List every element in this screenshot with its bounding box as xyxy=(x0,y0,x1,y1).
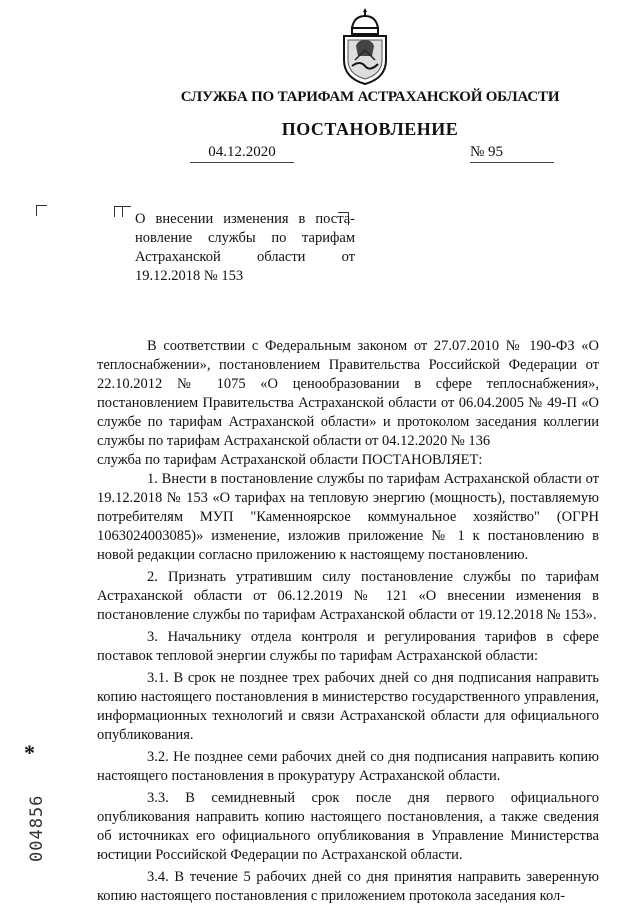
subject-line: Астраханской области от xyxy=(135,249,355,265)
preamble-paragraph: В соответствии с Федеральным законом от 27.07.2010 № 190-ФЗ «О теплоснабжении», постановлением Правительства Российской Федерации от 22.10.2012 № 1075 «О ценообразовании в сфере теплоснабжения», постановлением Правительства Астраханской области от 06.04.2005 № 49-П «О службе по тарифам Астраханской области» и протоколом заседания коллегии службы по тарифам Астраханской области от 04.12.2020 № 136 xyxy=(97,338,599,449)
item-3-1-paragraph: 3.1. В срок не позднее трех рабочих дней со дня подписания направить копию настоящего постановления в министерство государственного управления, информационных технологий и связи Астраханской области для официального опубликования. xyxy=(97,670,599,743)
item-3-2-paragraph: 3.2. Не позднее семи рабочих дней со дня подписания направить копию настоящего постановления в прокуратуру Астраханской области. xyxy=(97,749,599,784)
subject-bracket-open-inner xyxy=(122,206,131,217)
document-number: № 95 xyxy=(470,144,554,163)
coat-of-arms-emblem xyxy=(338,6,392,86)
resolves-line: служба по тарифам Астраханской области ПОСТАНОВЛЯЕТ: xyxy=(97,452,483,468)
item-3-paragraph: 3. Начальнику отдела контроля и регулирования тарифов в сфере поставок тепловой энергии службы по тарифам Астраханской области: xyxy=(97,629,599,664)
document-date: 04.12.2020 xyxy=(190,144,294,163)
registration-stamp-number: 004856 xyxy=(27,794,47,862)
document-body xyxy=(97,337,599,909)
item-3-3-paragraph: 3.3. В семидневный срок после дня первого официального опубликования направить копию настоящего постановления, а также сведения об источниках его официального опубликования в Управление Министерства юстиции Российской Федерации по Астраханской области. xyxy=(97,790,599,863)
margin-star-mark: * xyxy=(24,740,35,765)
document-subject xyxy=(135,210,355,286)
subject-line: новление службы по тарифам xyxy=(135,230,355,246)
issuing-agency: СЛУЖБА ПО ТАРИФАМ АСТРАХАНСКОЙ ОБЛАСТИ xyxy=(180,89,560,105)
subject-line: 19.12.2018 № 153 xyxy=(135,268,244,284)
subject-line: О внесении изменения в поста- xyxy=(135,211,355,227)
document-type-title: ПОСТАНОВЛЕНИЕ xyxy=(281,119,459,139)
item-1-paragraph: 1. Внести в постановление службы по тарифам Астраханской области от 19.12.2018 № 153 «О тарифах на тепловую энергию (мощность), поставляемую потребителям МУП "Каменноярское коммунальное хозяйство" (ОГРН 1063024003085)» изменение, изложив приложение № 1 к постановлению в новой редакции согласно приложению к настоящему постановлению. xyxy=(97,471,599,563)
item-3-4-paragraph: 3.4. В течение 5 рабочих дней со дня принятия направить заверенную копию настоящего постановления с приложением протокола заседания кол- xyxy=(97,869,599,904)
item-2-paragraph: 2. Признать утратившим силу постановление службы по тарифам Астраханской области от 06.12.2019 № 121 «О внесении изменения в постановление службы по тарифам Астраханской области от 19.12.2018 № 153». xyxy=(97,569,599,623)
margin-corner-mark xyxy=(36,205,47,216)
